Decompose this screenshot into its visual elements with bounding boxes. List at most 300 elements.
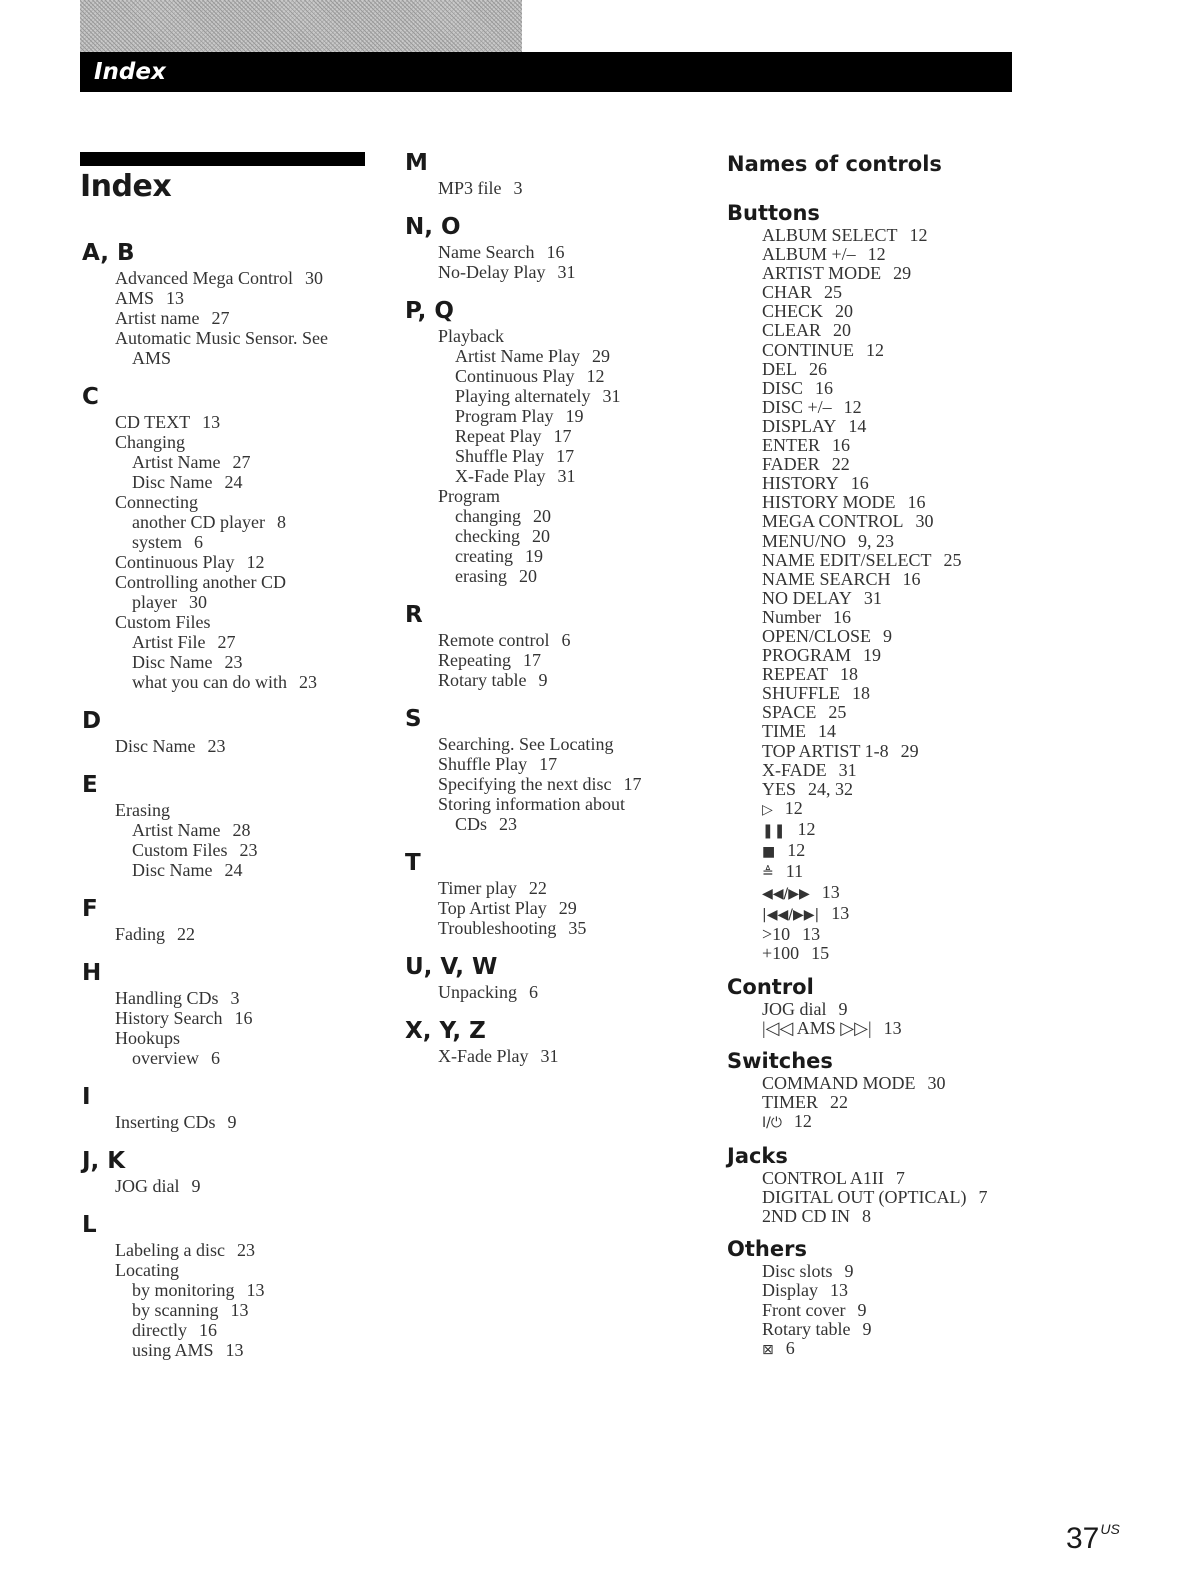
control-name: ALBUM SELECT xyxy=(762,225,898,245)
entry-page: 20 xyxy=(532,506,551,526)
control-name: SPACE xyxy=(762,702,817,723)
index-entry-list xyxy=(403,630,693,690)
control-page: 13 xyxy=(831,903,850,924)
entry-text: AMS xyxy=(132,348,172,368)
index-entry xyxy=(438,754,693,774)
control-page: 8 xyxy=(862,1206,871,1227)
entry-text: Changing xyxy=(115,432,185,452)
control-page: 24, 32 xyxy=(808,778,854,799)
control-page: 11 xyxy=(785,861,804,882)
entry-text: Remote control xyxy=(438,630,550,650)
index-column-1-body xyxy=(80,240,370,1360)
entry-page: 24 xyxy=(224,472,243,492)
entry-page: 20 xyxy=(531,526,550,546)
control-item xyxy=(762,360,1027,379)
index-entry-list xyxy=(80,988,370,1068)
control-page: 13 xyxy=(883,1017,902,1038)
entry-text: checking xyxy=(455,526,520,546)
index-subentry xyxy=(115,820,370,840)
control-name: MENU/NO xyxy=(762,530,846,551)
control-page: 12 xyxy=(787,840,806,860)
control-item xyxy=(762,493,1027,512)
control-name: NAME SEARCH xyxy=(762,568,891,589)
index-entry xyxy=(438,878,693,898)
control-name: JOG dial xyxy=(762,998,827,1019)
entry-page: 31 xyxy=(540,1046,559,1066)
title-rule xyxy=(80,152,365,166)
control-page: 16 xyxy=(832,606,851,627)
control-page: 12 xyxy=(909,225,928,245)
entry-page: 20 xyxy=(518,566,537,586)
section-letter-heading: L xyxy=(82,1212,97,1238)
header-pattern xyxy=(80,0,522,52)
controls-list xyxy=(727,1262,1027,1359)
control-name: DEL xyxy=(762,358,797,379)
entry-text: Locating xyxy=(115,1260,179,1280)
control-item xyxy=(762,226,1027,245)
entry-page: 6 xyxy=(528,982,538,1002)
entry-text: Storing information about xyxy=(438,794,625,814)
entry-page: 9 xyxy=(538,670,548,690)
control-name: DISPLAY xyxy=(762,415,837,436)
index-subentry xyxy=(115,840,370,860)
controls-list xyxy=(727,1074,1027,1133)
control-item xyxy=(762,799,1027,820)
control-item xyxy=(762,665,1027,684)
entry-text: using AMS xyxy=(132,1340,214,1360)
index-subentry xyxy=(438,814,693,834)
control-page: 15 xyxy=(811,943,830,964)
entry-text: Artist Name xyxy=(132,820,221,840)
control-page: 9 xyxy=(838,998,848,1019)
control-page: 29 xyxy=(893,263,912,284)
control-name: PROGRAM xyxy=(762,645,852,666)
entry-page: 8 xyxy=(276,512,286,532)
control-page: 9 xyxy=(862,1318,872,1339)
control-page: 22 xyxy=(831,454,850,475)
entry-text: creating xyxy=(455,546,513,566)
entry-page: 31 xyxy=(557,466,576,486)
control-item xyxy=(762,862,1027,883)
entry-page: 6 xyxy=(210,1048,220,1068)
control-name: Rotary table xyxy=(762,1318,851,1339)
control-item xyxy=(762,646,1027,665)
control-page: 29 xyxy=(900,740,919,761)
control-page: 13 xyxy=(830,1280,848,1301)
index-entry xyxy=(115,552,370,572)
entry-text: Program xyxy=(438,486,500,506)
index-entry xyxy=(438,898,693,918)
index-entry-list xyxy=(403,326,693,586)
index-entry-list xyxy=(80,800,370,880)
index-subentry xyxy=(438,506,693,526)
play-icon: ▷ xyxy=(762,801,773,818)
section-letter-heading: M xyxy=(405,150,428,176)
entry-page: 24 xyxy=(224,860,243,880)
index-entry xyxy=(438,262,693,282)
control-item xyxy=(762,570,1027,589)
control-page: 14 xyxy=(818,721,836,742)
index-entry-list xyxy=(403,878,693,938)
index-entry-list xyxy=(403,982,693,1002)
control-page: 30 xyxy=(927,1072,946,1093)
control-page: 12 xyxy=(793,1110,812,1131)
entry-text: Continuous Play xyxy=(115,552,235,572)
control-item xyxy=(762,1093,1027,1112)
control-item xyxy=(762,1320,1027,1339)
control-item xyxy=(762,627,1027,646)
entry-page: 17 xyxy=(556,446,575,466)
index-entry-list xyxy=(80,1112,370,1132)
index-entry xyxy=(115,1176,370,1196)
control-page: 9 xyxy=(883,625,893,646)
control-item xyxy=(762,1262,1027,1281)
control-page: 7 xyxy=(978,1187,988,1208)
controls-group-heading: Jacks xyxy=(727,1144,788,1169)
controls-column xyxy=(727,150,1027,1370)
section-letter-heading: R xyxy=(405,602,423,628)
index-entry xyxy=(115,412,370,432)
index-subentry xyxy=(438,546,693,566)
entry-text: Artist name xyxy=(115,308,200,328)
control-page: 25 xyxy=(824,282,843,303)
entry-text: Shuffle Play xyxy=(438,754,528,774)
control-item xyxy=(762,1188,1027,1207)
entry-text: Connecting xyxy=(115,492,198,512)
section-letter-heading: J, K xyxy=(82,1148,126,1174)
index-subentry xyxy=(438,366,693,386)
control-item xyxy=(762,1339,1027,1360)
control-page: 12 xyxy=(784,797,803,818)
entry-page: 16 xyxy=(198,1320,217,1340)
section-letter-heading: U, V, W xyxy=(405,954,498,980)
entry-text: Disc Name xyxy=(132,860,213,880)
control-name: NO DELAY xyxy=(762,587,852,608)
entry-text: Artist Name Play xyxy=(455,346,580,366)
control-name: >10 xyxy=(762,924,791,945)
control-name: OPEN/CLOSE xyxy=(762,625,872,646)
index-subentry xyxy=(438,386,693,406)
control-item xyxy=(762,1074,1027,1093)
section-letter-heading: A, B xyxy=(82,240,135,266)
entry-page: 6 xyxy=(561,630,571,650)
entry-page: 13 xyxy=(246,1280,265,1300)
control-item xyxy=(762,551,1027,570)
entry-text: History Search xyxy=(115,1008,223,1028)
control-page: 16 xyxy=(907,492,926,513)
control-page: 22 xyxy=(830,1091,848,1112)
entry-text: Custom Files xyxy=(132,840,228,860)
control-name: CLEAR xyxy=(762,320,822,341)
index-entry xyxy=(438,982,693,1002)
index-entry xyxy=(115,432,370,452)
index-entry xyxy=(115,1112,370,1132)
entry-page: 27 xyxy=(217,632,236,652)
control-item xyxy=(762,1000,1027,1019)
section-letter-heading: I xyxy=(82,1084,91,1110)
index-entry xyxy=(115,328,370,348)
control-page: 9, 23 xyxy=(858,530,894,551)
control-name: HISTORY xyxy=(762,473,839,494)
entry-page: 27 xyxy=(211,308,230,328)
index-entry xyxy=(115,612,370,632)
control-item xyxy=(762,608,1027,627)
entry-text: player xyxy=(132,592,177,612)
entry-text: by scanning xyxy=(132,1300,219,1320)
entry-text: overview xyxy=(132,1048,199,1068)
control-name: YES xyxy=(762,778,797,799)
entry-page: 30 xyxy=(304,268,323,288)
control-name: +100 xyxy=(762,943,800,964)
index-subentry xyxy=(438,526,693,546)
entry-text: CD TEXT xyxy=(115,412,191,432)
index-subentry xyxy=(115,860,370,880)
index-entry-list xyxy=(80,1240,370,1360)
control-name: TIMER xyxy=(762,1091,818,1112)
control-name: MEGA CONTROL xyxy=(762,511,904,532)
control-item xyxy=(762,589,1027,608)
entry-text: Shuffle Play xyxy=(455,446,545,466)
entry-page: 12 xyxy=(246,552,265,572)
index-entry xyxy=(438,242,693,262)
index-subentry xyxy=(438,346,693,366)
index-entry-list xyxy=(403,178,693,198)
index-subentry xyxy=(115,1280,370,1300)
control-name: DISC xyxy=(762,377,804,398)
entry-page: 3 xyxy=(230,988,240,1008)
control-item xyxy=(762,532,1027,551)
section-letter-heading: C xyxy=(82,384,99,410)
control-name: ENTER xyxy=(762,435,820,456)
fast-forward-rewind-icon: ◀◀/▶▶ xyxy=(762,886,810,903)
entry-text: Automatic Music Sensor. See xyxy=(115,328,328,348)
entry-page: 12 xyxy=(586,366,605,386)
control-page: 16 xyxy=(815,377,834,398)
entry-text: No-Delay Play xyxy=(438,262,546,282)
control-item xyxy=(762,742,1027,761)
entry-text: Timer play xyxy=(438,878,517,898)
index-entry xyxy=(438,178,693,198)
entry-text: Labeling a disc xyxy=(115,1240,225,1260)
entry-text: JOG dial xyxy=(115,1176,180,1196)
entry-text: changing xyxy=(455,506,521,526)
index-entry-list xyxy=(403,242,693,282)
section-letter-heading: H xyxy=(82,960,102,986)
entry-text: Erasing xyxy=(115,800,170,820)
control-page: 12 xyxy=(843,396,862,417)
control-name: |◁◁ AMS ▷▷| xyxy=(762,1017,872,1038)
entry-text: Controlling another CD xyxy=(115,572,286,592)
control-item xyxy=(762,820,1027,841)
control-item xyxy=(762,780,1027,799)
entry-text: Disc Name xyxy=(132,652,213,672)
index-entry xyxy=(115,1028,370,1048)
control-name: NAME EDIT/SELECT xyxy=(762,549,932,570)
entry-text: Handling CDs xyxy=(115,988,219,1008)
entry-page: 17 xyxy=(522,650,541,670)
control-item xyxy=(762,264,1027,283)
controls-group-heading: Buttons xyxy=(727,201,820,225)
index-entry xyxy=(115,1260,370,1280)
index-entry-list xyxy=(80,736,370,756)
control-page: 16 xyxy=(850,473,869,494)
index-subentry xyxy=(115,512,370,532)
control-item xyxy=(762,417,1027,436)
index-entry xyxy=(438,670,693,690)
entry-page: 22 xyxy=(528,878,547,898)
entry-page: 6 xyxy=(194,532,204,552)
control-item xyxy=(762,341,1027,360)
entry-page: 17 xyxy=(553,426,572,446)
entry-text: by monitoring xyxy=(132,1280,235,1300)
entry-page: 23 xyxy=(239,840,258,860)
entry-text: AMS xyxy=(115,288,155,308)
control-name: TOP ARTIST 1-8 xyxy=(762,740,889,761)
entry-text: Disc Name xyxy=(132,472,213,492)
section-letter-heading: S xyxy=(405,706,422,732)
entry-text: Inserting CDs xyxy=(115,1112,216,1132)
index-entry xyxy=(115,800,370,820)
entry-text: Name Search xyxy=(438,242,535,262)
entry-page: 17 xyxy=(623,774,642,794)
entry-text: Artist File xyxy=(132,632,206,652)
eject-icon: ≜ xyxy=(762,865,774,882)
control-name: CONTROL A1II xyxy=(762,1168,884,1189)
index-subentry xyxy=(115,1340,370,1360)
control-page: 20 xyxy=(833,320,852,341)
index-subentry xyxy=(438,426,693,446)
control-page: 16 xyxy=(832,435,850,456)
control-name: REPEAT xyxy=(762,664,829,685)
entry-text: Specifying the next disc xyxy=(438,774,612,794)
remote-sensor-icon: ⊠ xyxy=(762,1341,774,1358)
control-page: 18 xyxy=(852,683,871,704)
entry-page: 31 xyxy=(557,262,576,282)
banner-title: Index xyxy=(94,59,166,85)
index-entry xyxy=(438,486,693,506)
control-item xyxy=(762,703,1027,722)
skip-icon: |◀◀/▶▶| xyxy=(762,907,820,924)
control-item xyxy=(762,841,1027,862)
index-subentry xyxy=(115,592,370,612)
control-item xyxy=(762,321,1027,340)
control-name: Number xyxy=(762,606,821,627)
entry-page: 22 xyxy=(177,924,196,944)
control-page: 12 xyxy=(867,244,886,265)
index-entry xyxy=(438,734,693,754)
control-item xyxy=(762,1019,1027,1038)
control-page: 26 xyxy=(809,358,827,379)
controls-title: Names of controls xyxy=(727,152,942,176)
control-item xyxy=(762,245,1027,264)
index-entry xyxy=(115,924,370,944)
control-name: HISTORY MODE xyxy=(762,492,896,513)
entry-page: 9 xyxy=(191,1176,201,1196)
entry-text: Artist Name xyxy=(132,452,221,472)
control-name: DIGITAL OUT (OPTICAL) xyxy=(762,1187,967,1208)
control-page: 14 xyxy=(848,415,867,436)
section-letter-heading: X, Y, Z xyxy=(405,1018,486,1044)
control-page: 18 xyxy=(840,664,859,685)
control-item xyxy=(762,925,1027,944)
index-subentry xyxy=(115,532,370,552)
control-item xyxy=(762,1301,1027,1320)
entry-page: 23 xyxy=(298,672,317,692)
index-subentry xyxy=(115,652,370,672)
control-item xyxy=(762,944,1027,963)
entry-page: 13 xyxy=(230,1300,249,1320)
page-title: Index xyxy=(80,169,172,204)
entry-page: 23 xyxy=(224,652,243,672)
index-entry xyxy=(438,794,693,814)
control-name: Front cover xyxy=(762,1299,846,1320)
entry-page: 16 xyxy=(234,1008,253,1028)
controls-group-heading: Others xyxy=(727,1237,807,1262)
entry-text: Searching. See Locating xyxy=(438,734,614,754)
control-name: Disc slots xyxy=(762,1261,833,1282)
control-item xyxy=(762,1169,1027,1188)
entry-page: 27 xyxy=(232,452,251,472)
entry-text: Playback xyxy=(438,326,504,346)
entry-text: Rotary table xyxy=(438,670,527,690)
index-entry xyxy=(115,492,370,512)
entry-text: Troubleshooting xyxy=(438,918,557,938)
entry-text: another CD player xyxy=(132,512,265,532)
index-subentry xyxy=(115,452,370,472)
index-subentry xyxy=(438,466,693,486)
entry-page: 35 xyxy=(568,918,587,938)
entry-text: MP3 file xyxy=(438,178,502,198)
control-name: X-FADE xyxy=(762,759,827,780)
page-number xyxy=(1066,1512,1120,1556)
index-subentry xyxy=(115,1048,370,1068)
control-name: SHUFFLE xyxy=(762,683,841,704)
control-name: FADER xyxy=(762,454,820,475)
control-item xyxy=(762,398,1027,417)
index-entry xyxy=(115,572,370,592)
page-number-suffix: US xyxy=(1100,1521,1120,1537)
power-icon: I/⏻ xyxy=(762,1114,782,1131)
index-subentry xyxy=(115,1300,370,1320)
control-item xyxy=(762,512,1027,531)
entry-text: Fading xyxy=(115,924,166,944)
control-item xyxy=(762,904,1027,925)
entry-page: 16 xyxy=(546,242,565,262)
control-page: 25 xyxy=(943,549,962,570)
index-entry-list xyxy=(80,412,370,692)
entry-text: Repeat Play xyxy=(455,426,542,446)
entry-text: Custom Files xyxy=(115,612,211,632)
control-page: 31 xyxy=(863,587,882,608)
index-entry-list xyxy=(80,1176,370,1196)
entry-page: 29 xyxy=(558,898,577,918)
index-column-2 xyxy=(403,150,693,1082)
stop-icon: ■ xyxy=(762,844,776,860)
control-name: CHECK xyxy=(762,301,824,322)
entry-text: Unpacking xyxy=(438,982,517,1002)
control-item xyxy=(762,1207,1027,1226)
control-name: ARTIST MODE xyxy=(762,263,882,284)
entry-text: Continuous Play xyxy=(455,366,575,386)
entry-text: CDs xyxy=(455,814,488,834)
index-entry xyxy=(115,308,370,328)
index-entry-list xyxy=(403,734,693,834)
control-page: 30 xyxy=(915,511,934,532)
control-name: CONTINUE xyxy=(762,339,854,360)
entry-text: system xyxy=(132,532,183,552)
index-entry xyxy=(115,988,370,1008)
section-letter-heading: D xyxy=(82,708,102,734)
